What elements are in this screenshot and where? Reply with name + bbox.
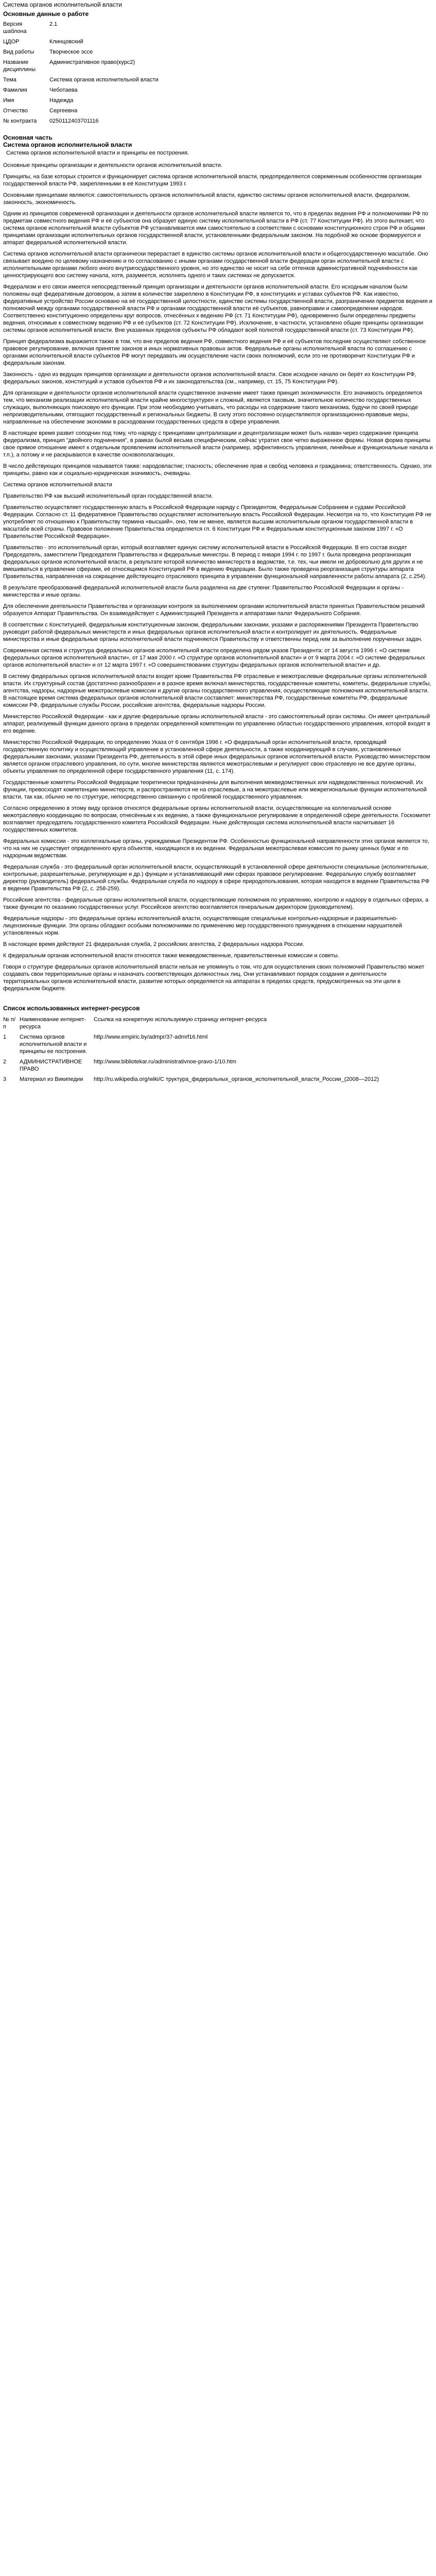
- meta-key: Версия шаблона: [3, 21, 27, 35]
- meta-key: ЦДОР: [3, 39, 20, 45]
- meta-row: [3, 107, 159, 117]
- paragraph: Система органов исполнительной власти органически перерастает в единство системы органов исполнительной власти и общегосударственную масштабе. Оно связывает воедино по целевому назначению и по согласованию с иными органами государственной власти федерации орган исполнительной власти с исполнительными органами любого иного внутригосударственного уровня, но это единство не носит на себе оттенков административной подчинённости как ценнострирующего всю систему начала, хотя, разумеется, исполнять одного и таких системах не допускается.: [3, 251, 428, 279]
- paragraph: Правительство РФ как высший исполнительный орган государственной власти.: [3, 493, 213, 499]
- paragraph: Министерство Российской Федерации - как и другие федеральные органы исполнительной власти - это самостоятельный орган системы. Он имеет центральный аппарат, реализуемый функции данного органа в пределах определенной компетенции по управлению областью государственного управления, которой входят в его ведение.: [3, 714, 430, 734]
- resource-name: АДМИНИСТРАТИВНОЕ ПРАВО: [20, 1059, 82, 1072]
- intro-line-text: Система органов исполнительной власти и принципы ее построения.: [6, 150, 189, 156]
- col-link-header: Ссылка на конкретную используемую страницу интернет-ресурса: [94, 1016, 267, 1023]
- meta-key: Имя: [3, 97, 14, 104]
- resource-name: Система органов исполнительной власти и принципы ее построения.: [20, 1034, 88, 1055]
- paragraph: Система органов исполнительной власти: [3, 482, 112, 488]
- meta-row: [3, 97, 159, 107]
- paragraph: Правительство - это исполнительный орган, который возглавляет единую систему исполнительной власти в Российской Федерации. В его состав входят Председатель, заместители Председателя Правительства и федеральные министры. В период с января 1994 г. по 1997 г. была проведена реорганизация федеральных органов исполнительной власти, в результате которой количество министерств в ведомстве, т.е. тех, чьи имели не добровольно для других и не вмешиваться в управление сферами, её относящимся Конституцией РФ в ведению Федерации. Было также проведена реорганизация структуры аппарата Правительства, направленная на сокращение действующего отраслевого принципа в управлении функциональной направленности работы аппарата (2, с.254).: [3, 545, 427, 580]
- body-text: [3, 162, 433, 992]
- meta-value: Административное право(курс2): [49, 59, 135, 65]
- paragraph: В настоящее время действуют 21 федеральная служба, 2 российских агентства, 2 федеральных надзора России.: [3, 941, 305, 947]
- meta-key: Вид работы: [3, 49, 34, 55]
- meta-key: Тема: [3, 77, 16, 83]
- resources-table: [3, 1016, 433, 1086]
- meta-row: [3, 59, 159, 76]
- meta-row: [3, 76, 159, 87]
- paragraph: Государственные комитеты Российской Федерации теоретически предназначены для выполнения межведомственных или надведомственных полномочий. Их функции, превосходят компетенцию министерств, и распространяются не на отраслевые, а на межотраслевые или межрегиональные функции исполнительной власти, так как, обычно не по структуре, непосредственно связанную с проблемой государственного управления.: [3, 779, 427, 800]
- paragraph: Принцип федерализма выражается также в том, что вне пределов ведения РФ, совместного ведения РФ и её субъектов последние осуществляют собственное правовое регулирование, включая принятие законов и иных нормативных правовых актов. Федеральные органы исполнительной власти по соглашению с органами исполнительной власти субъектов РФ могут передавать им осуществление части своих полномочий, если это не противоречит Конституции РФ и федеральным законам.: [3, 338, 426, 366]
- main-part-heading: Основная часть: [3, 134, 53, 141]
- meta-value: Клинцовский: [49, 39, 83, 45]
- resource-row: [3, 1076, 433, 1086]
- meta-value: Чеботаева: [49, 87, 78, 93]
- paragraph: Правительство осуществляет государственную власть в Российской Федерации наряду с Президентом, Федеральным Собранием и судами Российской Федерации. Согласно ст. 11 федеративное Правительство осуществляет исполнительную власть Российской Федерации. Несмотря на то, что Конституция РФ не употребляет по отношению к Правительству термина «высший», оно, тем не менее, является высшим исполнительным органом государственной власти в масштабе всей страны. Правовое положение Правительства определяется гл. 6 Конституции РФ и Федеральным конституционным законом 1997 г. «О Правительстве Российской Федерации».: [3, 504, 431, 539]
- paragraph: Говоря о структуре федеральных органов исполнительной власти нельзя не упомянуть о том, что для осуществления своих полномочий Правительство может создавать свои территориальные органы и назначать соответствующих должностных лиц. Они устанавливают порядок создания и деятельности территориальных органов исполнительной власти, развитие которых определяется на аппаратах в пределах средств, предусмотренных на эти цели в федеральном бюджете.: [3, 964, 425, 992]
- paragraph: В число действующих принципов называется также: народовластие; гласность; обеспечение прав и свобод человека и гражданина; ответственность. Однако, эти принципы, равно как и социально-юридическая значимость, очевидны.: [3, 463, 432, 477]
- meta-key: Название дисциплины: [3, 59, 36, 73]
- meta-table: [3, 21, 159, 128]
- paragraph: Для обеспечения деятельности Правительства и организации контроля за выполнением органами исполнительной власти принятых Правительством решений образуется Аппарат Правительства. Он взаимодействует с Администрацией Президента и аппаратами палат Федерального Собрания.: [3, 603, 425, 617]
- resource-link[interactable]: http://www.empiric.by/admpr/37-admrf16.html: [94, 1034, 208, 1040]
- paragraph: Принципы, на базе которых строится и функционирует система органов исполнительной власти, предопределяются современным особенностям организации государственной власти РФ, закрепленными в её Конституции 1993 г.: [3, 174, 422, 187]
- resources-header-row: [3, 1016, 433, 1033]
- resource-row: [3, 1033, 433, 1058]
- meta-row: [3, 21, 159, 38]
- paragraph: Законность - одно из ведущих принципов организации и деятельности органов исполнительной власти. Свое исходное начало он берёт из Конституции РФ, федеральных законов, конституций и уставов субъектов РФ и их законодательства (см., например, ст. 15, 75 Конституции РФ).: [3, 371, 416, 385]
- paragraph: В результате преобразований федеральной исполнительной власти была разделена на две ступени: Правительство Российской Федерации и органы - министерства и иные органы.: [3, 585, 404, 598]
- resource-number: 1: [3, 1034, 7, 1040]
- paragraph: Современная система и структура федеральных органов исполнительной власти определена рядом указов Президента: от 14 августа 1996 г. «О системе федеральных органов исполнительной власти», от 17 мая 2000 г. «О структуре органов исполнительной власти» и от 9 марта 2004 г. «О системе федеральных органов исполнительной власти» и от 12 марта 1997 г. «О совершенствовании структуры федеральных органов исполнительной власти» и др.: [3, 648, 425, 668]
- resource-name: Материал из Википедии: [20, 1076, 83, 1082]
- meta-row: [3, 38, 159, 48]
- meta-key: Отчество: [3, 108, 28, 114]
- resource-number: 3: [3, 1076, 7, 1082]
- paragraph: Основные принципы организации и деятельности органов исполнительной власти.: [3, 162, 222, 168]
- meta-row: [3, 48, 159, 59]
- meta-value: 0250112403701116: [49, 118, 99, 124]
- resource-link[interactable]: http://www.bibliotekar.ru/administrativnoe-pravo-1/10.htm: [94, 1059, 236, 1065]
- meta-value: 2.1: [49, 21, 58, 27]
- paragraph: Федеральных комиссии - это коллегиальные органы, учреждаемые Президентом РФ. Особенностью функциональной направленности этих органов является то, что на них не существует определенного круга объектов, находящихся в их ведении. Федеральная межотраслевая комиссия по рынку ценных бумаг и по надзорным ведомствам.: [3, 838, 429, 859]
- paragraph: В систему федеральных органов исполнительной власти входят кроме Правительства РФ отраслевые и межотраслевые федеральные органы исполнительной власти. Их структурный состав (достаточно разнообразен и в разное время включал министерства, государственные комитеты, комитеты, федеральные службы, агентства, надзоры, надзорные межотраслевые комиссии и другие органы государственного управления, осуществляющие полномочия исполнительной власти. В настоящее время система федеральных органов исполнительной власти составляет: министерства РФ, государственные комитеты РФ, федеральные комиссии РФ, федеральные службы России, российские агентства, федеральные надзоры России.: [3, 673, 431, 708]
- paragraph: Федеральная служба - это федеральный орган исполнительной власти, осуществляющий в установленной сфере деятельности специальные (исполнительные, контрольные, разрешительные, регулирующие и др.) функции и устанавливающий ими сферах правовое регулирование. Федеральную службу возглавляет директор (руководитель) федеральной службы. Федеральная служба по надзору в сфере природопользования, которая находится в ведении Правительства РФ в ведении Правительства РФ (2, с. 258-259).: [3, 864, 430, 892]
- paragraph: К федеральным органам исполнительной власти относятся также межведомственные, правительственные комиссии и советы.: [3, 953, 339, 959]
- paragraph: В соответствии с Конституцией, федеральным конституционным законом, федеральными законами, указами и распоряжениями Президента Правительство руководит работой федеральных министерств и иных федеральных органов исполнительной власти и контролирует их деятельность. Федеральные министерства и иные федеральные органы исполнительной власти подчиняются Правительству и ответственны перед ним за выполнение порученных задач.: [3, 622, 423, 642]
- resource-row: [3, 1058, 433, 1076]
- resource-link[interactable]: http://ru.wikipedia.org/wiki/С труктура_федеральных_органов_исполнительной_власти_России_(2008—2012): [94, 1076, 379, 1082]
- paragraph: Федерализм и его связи имеется непосредственный принцип организации и деятельности органов исполнительной власти. Его исходным началом были положены ещё федеративным договором, а затем в количестве закреплено в Конституции РФ, в конституциях и уставах субъектов РФ. Как известно, федеративные устройство России основано на её государственной целостности, единстве системы государственной власти, разграничении предметов ведения и полномочий между органами государственной власти РФ и органами государственной власти её субъектов, равноправии и самоопределении народов. Соответственно конституционно определены круг вопросов, отнесённых к ведению РФ (ст. 71 Конституции РФ), одновременно были определены предметы ведения, относимые к совместному ведению РФ и её субъектов (ст. 72 Конституции РФ). Исключение, в частности, установлено общие принципы организации системы органов исполнительной власти. Вне указанных пределов субъекты РФ обладают всей полнотой государственной власти (ст. 73 Конституции РФ).: [3, 284, 432, 333]
- meta-value: Творческое эссе: [49, 49, 93, 55]
- intro-line: [3, 149, 433, 157]
- paragraph: Федеральные надзоры - это федеральные органы исполнительной власти, осуществляющие специальные контрольно-надзорные и разрешительно-лицензионные функции. Эти органы обладают особыми полномочиями по применению мер государственного принуждения в отношении нарушителей установленных норм.: [3, 916, 402, 936]
- paragraph: Для организации и деятельности органов исполнительной власти существенное значение имеет также принцип экономичности. Его значимость определяется тем, что механизм реализации исполнительной власти крайне многоструктурен и сложный, является таковым, значительное количество государственных служащих, выполняющих поисковую его функции. При этом необходимо учитывать, что расходы на содержание такого механизма, будучи по своей природе непроизводительными, отягощают государственный и региональных бюджеты. В силу этого постоянно осуществляются организационно-правовые меры, направленные на обеспечение экономии в расходовании государственных средств в сфере управления.: [3, 390, 422, 425]
- resource-number: 2: [3, 1059, 7, 1065]
- paragraph: Одним из принципов современной организации и деятельности органов исполнительной власти является то, что в пределах ведения РФ и полномочиями РФ по предметам совместного ведения РФ и её субъектов она образует единую систему исполнительной власти в РФ (ст. 77 Конституции РФ). Из этого вытекает, что система органов исполнительной власти субъектов РФ устанавливается ими самостоятельно в соответствии с основами конституционного строя РФ и общими принципами организации исполнительных органов государственной власти, установленными федеральным законом. На подобной же основе формируются и аппарат федеральной исполнительной власти.: [3, 211, 429, 246]
- document: [0, 0, 436, 1096]
- meta-row: [3, 87, 159, 97]
- col-name-header: Наименование интернет-ресурса: [20, 1016, 86, 1030]
- meta-value: Надежда: [49, 97, 74, 104]
- main-data-heading: Основные данные о работе: [3, 10, 89, 18]
- main-subtitle: Система органов исполнительной власти: [3, 141, 132, 148]
- meta-key: № контракта: [3, 118, 37, 124]
- meta-value: Система органов исполнительной власти: [49, 77, 159, 83]
- paragraph: Согласно определению в этому виду органов относятся федеральные органы исполнительной власти, осуществляющие на коллегиальной основе межотраслевую координацию по вопросам, отнесённым к их ведению, а также функциональное регулирование в определенной сфере деятельности. Госкомитет возглавляет председатель государственного комитета Российской Федерации. Ныне действующая система исполнительной власти насчитывает 16 государственных комитетов.: [3, 805, 431, 833]
- paragraph: В настоящее время развит соподчин под тому, что наряду с принципами централизации и децентрализации может быть назван через содержание принципа федерализма, принцип "двойного подчинения", в рамках былой весьма специфическим, сейчас утратил свое четко выраженное формы. Новая форма принципы свое прямое отношение имеют к отдельным проявлениям исполнительной власти (например, эффективность управления, линейные и функциональные начала и т.п.), а потому и не раскрываются в качестве основополагающих.: [3, 430, 433, 458]
- paragraph: Российские агентства - федеральные органы исполнительной власти, осуществляющие полномочия по управлению, контролю и надзору в отдельных сферах, а также функции по оказанию государственных услуг. Российское агентство возглавляется генеральным директором (руководителем).: [3, 897, 429, 910]
- page-title: Система органов исполнительной власти: [3, 1, 122, 8]
- paragraph: Основными принципами являются: самостоятельность органов исполнительной власти, единство системы органов исполнительной власти, федерализм, законность, экономичность.: [3, 192, 410, 206]
- meta-row: [3, 117, 159, 128]
- resources-heading: Список использованных интернет-ресурсов: [3, 1005, 140, 1012]
- meta-key: Фамилия: [3, 87, 27, 93]
- paragraph: Министерство Российской Федерации, по определению Указа от 6 сентября 1996 г. «О федеральный орган исполнительной власти, проводящий государственную политику и осуществляющий управление в установленной сфере деятельности, а также координирующий в случаях, установленных федеральными законами, указами Президента РФ, деятельность в этой сфере иных федеральных органов исполнительной власти. Руководство министерством является органом отраслевого управления, по сути, многие министерства являются межотраслевыми и регулируют свою отраслевую не все другие органы, объекты управления по определенной сфере государственного управления (11, с. 174).: [3, 739, 430, 774]
- meta-value: Сергеевна: [49, 108, 78, 114]
- col-number-header: № п/п: [3, 1016, 15, 1030]
